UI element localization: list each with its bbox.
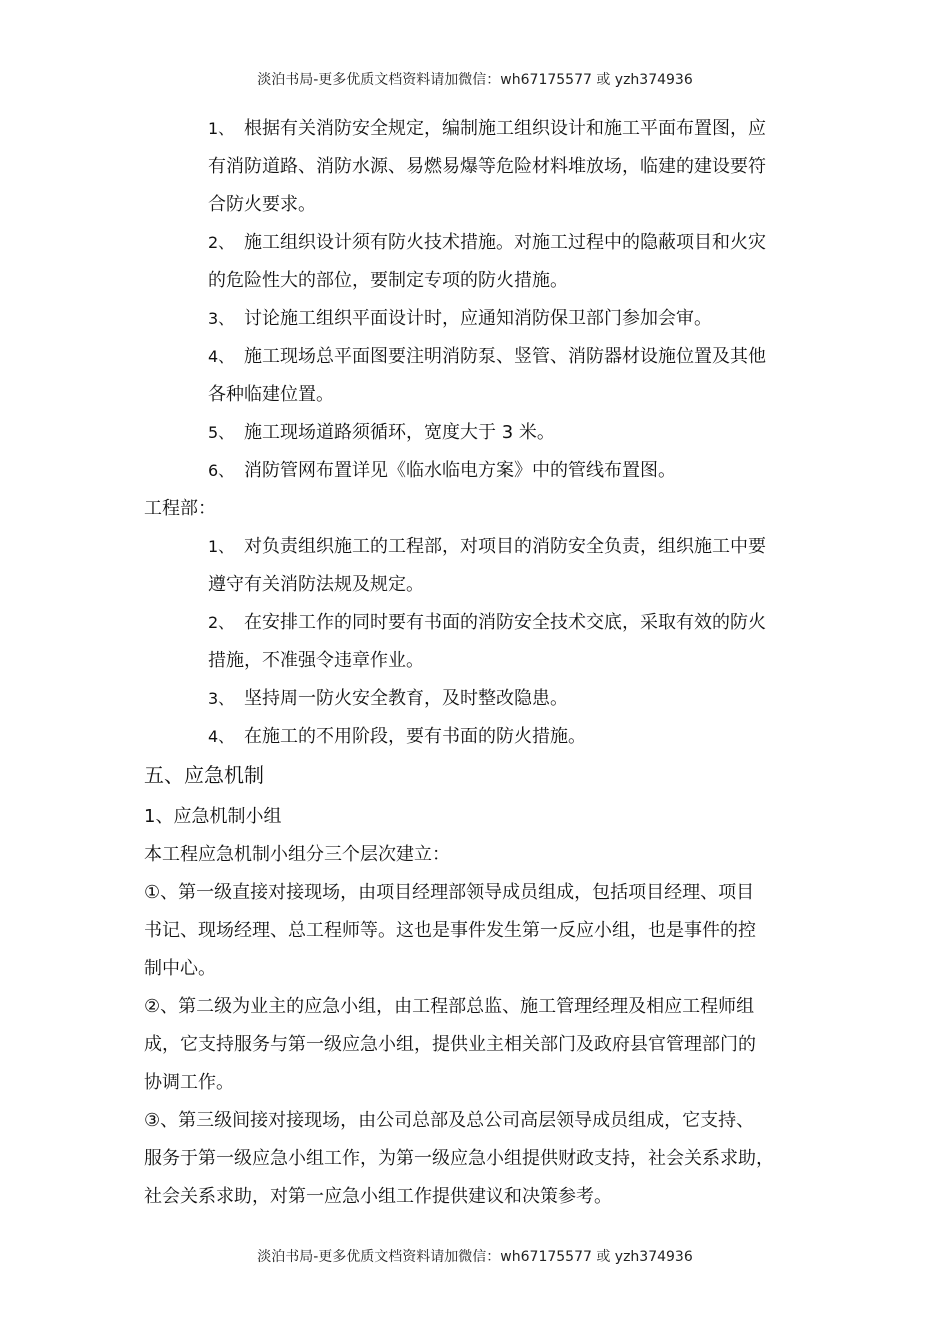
level-2-line-2: 成，它支持服务与第一级应急小组，提供业主相关部门及政府县官管理部门的 bbox=[144, 1034, 756, 1055]
subsection-title: 1、应急机制小组 bbox=[144, 806, 282, 827]
level-3-line-3: 社会关系求助，对第一应急小组工作提供建议和决策参考。 bbox=[144, 1186, 612, 1207]
design-item-1-line-3: 合防火要求。 bbox=[208, 194, 316, 215]
design-item-4-line-2: 各种临建位置。 bbox=[208, 384, 334, 405]
section-title: 五、应急机制 bbox=[144, 763, 264, 787]
intro-paragraph: 本工程应急机制小组分三个层次建立： bbox=[144, 844, 450, 865]
engineering-label: 工程部： bbox=[144, 498, 216, 519]
design-item-1-line-1: 1、 根据有关消防安全规定，编制施工组织设计和施工平面布置图，应 bbox=[208, 118, 766, 139]
item-number: 2、 bbox=[208, 613, 235, 632]
design-item-2-line-2: 的危险性大的部位，要制定专项的防火措施。 bbox=[208, 270, 568, 291]
design-item-2-line-1: 2、 施工组织设计须有防火技术措施。对施工过程中的隐蔽项目和火灾 bbox=[208, 232, 766, 253]
item-number: 6、 bbox=[208, 461, 235, 480]
item-number: 1、 bbox=[208, 537, 235, 556]
engineering-item-1-line-1: 1、 对负责组织施工的工程部，对项目的消防安全负责，组织施工中要 bbox=[208, 536, 766, 557]
level-3-line-2: 服务于第一级应急小组工作，为第一级应急小组提供财政支持，社会关系求助， bbox=[144, 1148, 774, 1169]
level-1-line-3: 制中心。 bbox=[144, 958, 216, 979]
page-header: 淡泊书局-更多优质文档资料请加微信：wh67175577 或 yzh374936 bbox=[257, 72, 693, 88]
engineering-item-4-line-1: 4、 在施工的不用阶段，要有书面的防火措施。 bbox=[208, 726, 586, 747]
engineering-item-3-line-1: 3、 坚持周一防火安全教育，及时整改隐患。 bbox=[208, 688, 568, 709]
design-item-5-line-1: 5、 施工现场道路须循环，宽度大于 3 米。 bbox=[208, 422, 555, 443]
design-item-4-line-1: 4、 施工现场总平面图要注明消防泵、竖管、消防器材设施位置及其他 bbox=[208, 346, 766, 367]
item-number: 3、 bbox=[208, 309, 235, 328]
level-2-line-1: ②、第二级为业主的应急小组，由工程部总监、施工管理经理及相应工程师组 bbox=[144, 996, 755, 1017]
engineering-item-2-line-2: 措施，不准强令违章作业。 bbox=[208, 650, 424, 671]
page-footer: 淡泊书局-更多优质文档资料请加微信：wh67175577 或 yzh374936 bbox=[257, 1249, 693, 1265]
level-1-line-2: 书记、现场经理、总工程师等。这也是事件发生第一反应小组，也是事件的控 bbox=[144, 920, 756, 941]
design-item-6-line-1: 6、 消防管网布置详见《临水临电方案》中的管线布置图。 bbox=[208, 460, 676, 481]
engineering-item-2-line-1: 2、 在安排工作的同时要有书面的消防安全技术交底，采取有效的防火 bbox=[208, 612, 766, 633]
item-number: 2、 bbox=[208, 233, 235, 252]
item-number: 4、 bbox=[208, 727, 235, 746]
design-item-1-line-2: 有消防道路、消防水源、易燃易爆等危险材料堆放场，临建的建设要符 bbox=[208, 156, 766, 177]
level-2-line-3: 协调工作。 bbox=[144, 1072, 234, 1093]
item-number: 5、 bbox=[208, 423, 235, 442]
item-number: 1、 bbox=[208, 119, 235, 138]
level-1-line-1: ①、第一级直接对接现场，由项目经理部领导成员组成，包括项目经理、项目 bbox=[144, 882, 755, 903]
item-number: 4、 bbox=[208, 347, 235, 366]
item-number: 3、 bbox=[208, 689, 235, 708]
engineering-item-1-line-2: 遵守有关消防法规及规定。 bbox=[208, 574, 424, 595]
design-item-3-line-1: 3、 讨论施工组织平面设计时，应通知消防保卫部门参加会审。 bbox=[208, 308, 712, 329]
level-3-line-1: ③、第三级间接对接现场，由公司总部及总公司高层领导成员组成，它支持、 bbox=[144, 1110, 755, 1131]
